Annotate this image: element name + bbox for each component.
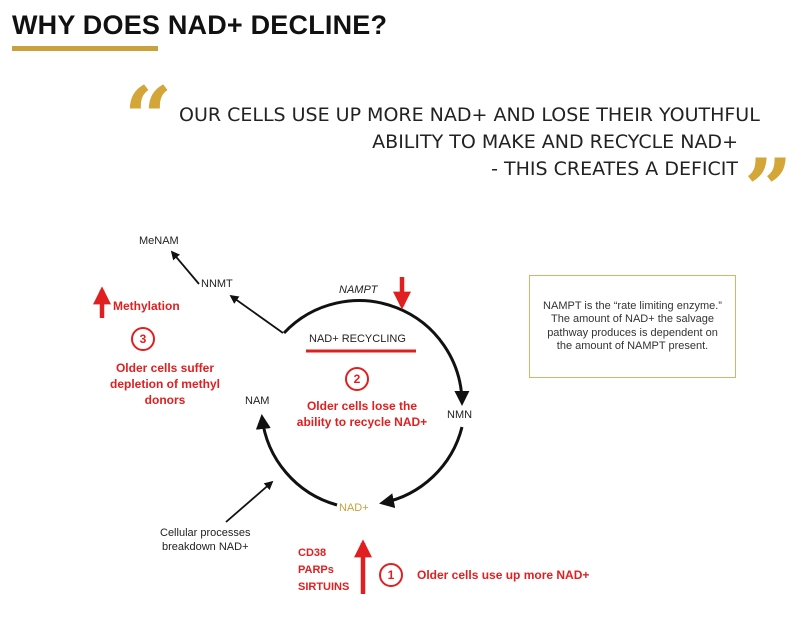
quote-line-1: OUR CELLS USE UP MORE NAD+ AND LOSE THEIR YOUTHFUL <box>179 104 760 126</box>
nam-label: NAM <box>245 395 270 407</box>
quote-line-3: - THIS CREATES A DEFICIT <box>491 158 738 180</box>
recycling-label: NAD+ RECYCLING <box>309 333 406 345</box>
nmn-label: NMN <box>447 409 473 421</box>
nampt-label: NAMPT <box>339 284 378 296</box>
note-3 <box>94 360 236 408</box>
note-2 <box>287 398 437 430</box>
close-quote-mark: ” <box>744 140 793 239</box>
cellular-processes-label <box>160 526 250 554</box>
note-3-line-1: Older cells suffer <box>115 361 215 375</box>
note-3-line-2: depletion of methyl <box>109 377 220 391</box>
nad-plus-label: NAD+ <box>339 502 369 514</box>
menam-label: MeNAM <box>139 235 179 247</box>
note-2-line-1: Older cells lose the <box>306 399 418 413</box>
cycle-arc-left <box>262 417 337 505</box>
consumers-list <box>298 545 349 596</box>
page-title: WHY DOES NAD+ DECLINE? <box>12 10 388 40</box>
arrow-to-nnmt <box>231 296 283 333</box>
nnmt-label: NNMT <box>201 278 233 290</box>
marker-2: 2 <box>345 367 369 391</box>
arrow-to-menam <box>172 252 199 284</box>
note-2-line-2: ability to recycle NAD+ <box>296 415 428 429</box>
methylation-label: Methylation <box>113 299 180 313</box>
consumer-parps: PARPs <box>298 564 334 576</box>
cycle-arc-right <box>382 427 462 503</box>
nampt-info-box <box>529 275 736 378</box>
note-1: Older cells use up more NAD+ <box>417 568 590 582</box>
cellular-line-1: Cellular processes <box>160 527 251 539</box>
marker-1: 1 <box>379 563 403 587</box>
cellular-line-2: breakdown NAD+ <box>161 541 249 553</box>
marker-3: 3 <box>131 327 155 351</box>
consumer-sirtuins: SIRTUINS <box>298 581 350 593</box>
arrow-cellular-to-cycle <box>226 482 272 522</box>
open-quote-mark: “ <box>124 68 173 167</box>
note-3-line-3: donors <box>144 393 186 407</box>
quote-line-2: ABILITY TO MAKE AND RECYCLE NAD+ <box>372 131 738 153</box>
consumer-cd38: CD38 <box>298 547 327 559</box>
info-box-text: NAMPT is the “rate limiting enzyme.” The amount of NAD+ the salvage pathway produces is dependent on the amount of NAMPT present. <box>543 299 722 352</box>
